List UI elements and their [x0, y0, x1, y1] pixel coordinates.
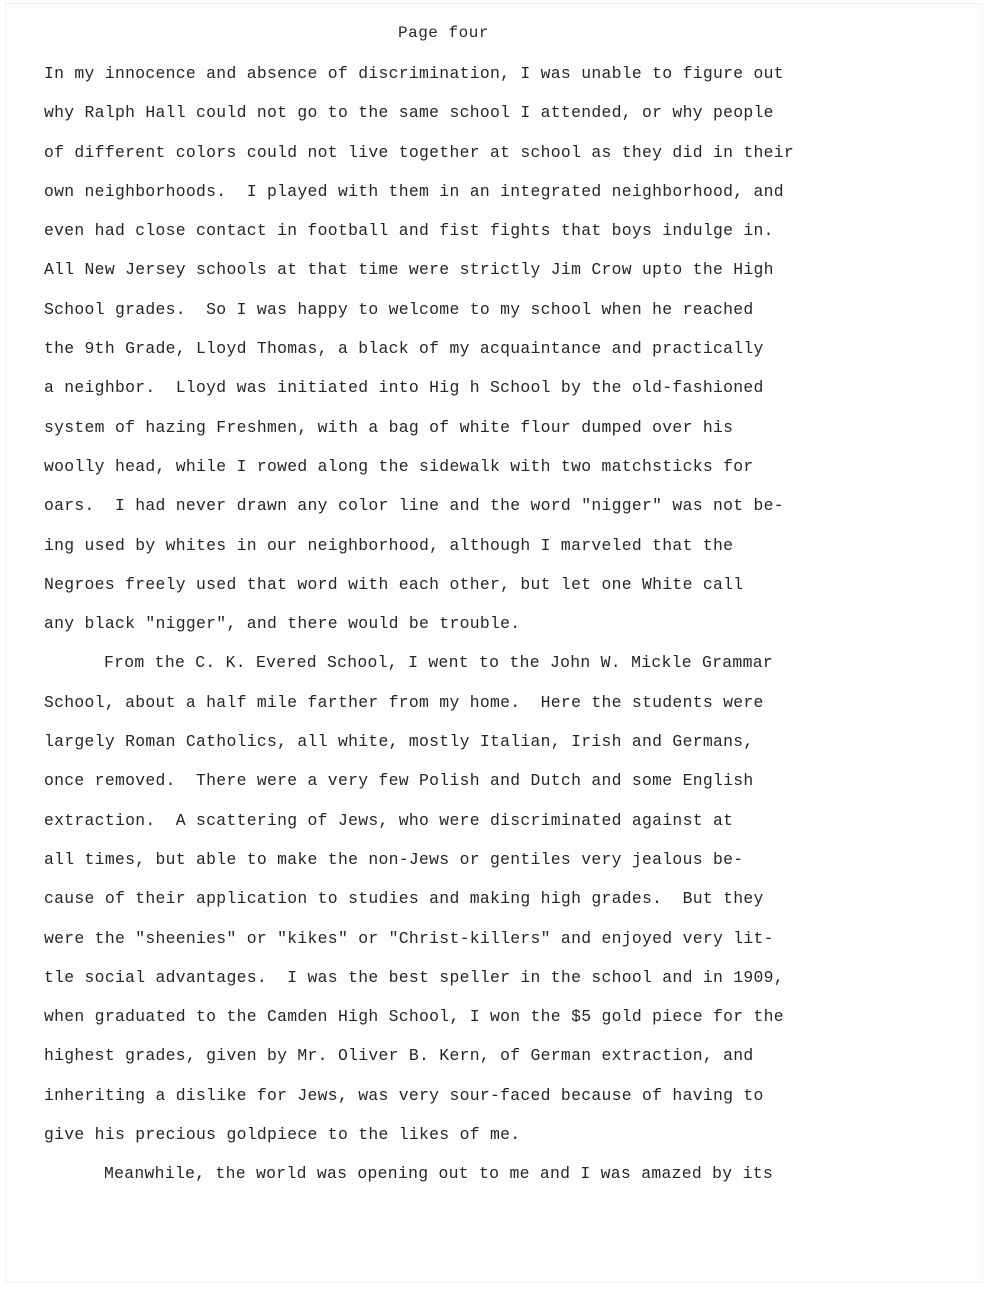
- text-line: once removed. There were a very few Polish and Dutch and some English: [44, 771, 754, 791]
- text-line: give his precious goldpiece to the likes of me.: [44, 1125, 521, 1145]
- text-line: largely Roman Catholics, all white, mostly Italian, Irish and Germans,: [44, 732, 754, 752]
- text-line: cause of their application to studies and making high grades. But they: [44, 889, 764, 909]
- text-line: School, about a half mile farther from my home. Here the students were: [44, 692, 764, 712]
- typed-page: [6, 4, 982, 1282]
- text-line: Negroes freely used that word with each other, but let one White call: [44, 574, 744, 594]
- text-line: School grades. So I was happy to welcome to my school when he reached: [44, 299, 754, 319]
- text-line: ing used by whites in our neighborhood, although I marveled that the: [44, 535, 734, 555]
- text-line: inheriting a dislike for Jews, was very sour-faced because of having to: [44, 1085, 764, 1105]
- text-line: All New Jersey schools at that time were strictly Jim Crow upto the High: [44, 260, 774, 280]
- text-line: any black "nigger", and there would be trouble.: [44, 614, 521, 634]
- text-line: the 9th Grade, Lloyd Thomas, a black of my acquaintance and practically: [44, 339, 764, 359]
- text-line: In my innocence and absence of discrimination, I was unable to figure out: [44, 64, 784, 83]
- text-line: even had close contact in football and fist fights that boys indulge in.: [44, 221, 774, 241]
- text-line: tle social advantages. I was the best speller in the school and in 1909,: [44, 967, 784, 987]
- text-line: all times, but able to make the non-Jews or gentiles very jealous be-: [44, 849, 744, 869]
- text-line: woolly head, while I rowed along the sidewalk with two matchsticks for: [44, 456, 754, 476]
- text-line: were the "sheenies" or "kikes" or "Christ-killers" and enjoyed very lit-: [44, 928, 774, 948]
- text-line: why Ralph Hall could not go to the same school I attended, or why people: [44, 103, 774, 123]
- paragraph-start-line: Meanwhile, the world was opening out to me and I was amazed by its: [104, 1164, 773, 1184]
- text-line: extraction. A scattering of Jews, who were discriminated against at: [44, 810, 734, 830]
- text-line: own neighborhoods. I played with them in an integrated neighborhood, and: [44, 181, 784, 201]
- paragraph-start-line: From the C. K. Evered School, I went to the John W. Mickle Grammar: [104, 653, 773, 673]
- page-number-header: Page four: [398, 24, 489, 42]
- text-line: highest grades, given by Mr. Oliver B. Kern, of German extraction, and: [44, 1046, 754, 1066]
- text-line: when graduated to the Camden High School, I won the $5 gold piece for the: [44, 1007, 784, 1027]
- text-line: of different colors could not live together at school as they did in their: [44, 142, 795, 162]
- text-line: oars. I had never drawn any color line and the word "nigger" was not be-: [44, 496, 784, 516]
- text-line: a neighbor. Lloyd was initiated into Hig h School by the old-fashioned: [44, 378, 764, 398]
- typed-text-body: [44, 60, 944, 1200]
- text-line: system of hazing Freshmen, with a bag of white flour dumped over his: [44, 417, 734, 437]
